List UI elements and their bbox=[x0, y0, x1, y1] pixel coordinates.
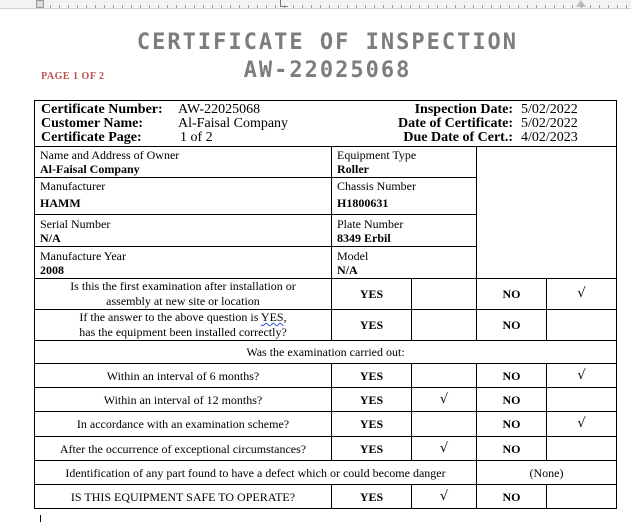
model-label: Model bbox=[337, 248, 369, 263]
date-of-certificate-value: 5/02/2022 bbox=[521, 116, 578, 131]
certificate-header-row bbox=[35, 101, 617, 147]
ruler-tick bbox=[257, 5, 258, 8]
ruler-tick bbox=[374, 5, 375, 8]
ruler-tick bbox=[455, 5, 456, 8]
yes-check-mark[interactable]: √ bbox=[412, 437, 477, 461]
date-of-certificate-label: Date of Certificate: bbox=[397, 116, 513, 131]
ruler-tick bbox=[428, 5, 429, 8]
equipment-type-value: Roller bbox=[337, 162, 369, 176]
certificate-page-label: Certificate Page: bbox=[41, 130, 142, 145]
manufacturer-value: HAMM bbox=[40, 196, 81, 210]
yes-check-mark[interactable]: √ bbox=[412, 485, 477, 509]
ruler-tick bbox=[572, 5, 573, 8]
examination-scheme-question: In accordance with an examination scheme? bbox=[35, 412, 332, 437]
plate-number-value: 8349 Erbil bbox=[337, 230, 391, 245]
defect-identification-value: (None) bbox=[477, 461, 617, 485]
defect-identification-label: Identification of any part found to have a defect which or could become danger bbox=[35, 461, 477, 485]
ruler-tick bbox=[230, 5, 231, 8]
yes-check-cell[interactable] bbox=[412, 364, 477, 388]
manufacture-year-label: Manufacture Year bbox=[40, 248, 126, 263]
certificate-number-title: AW-22025068 bbox=[243, 58, 412, 83]
ruler-tick bbox=[221, 5, 222, 8]
plate-number-label: Plate Number bbox=[337, 216, 404, 231]
yes-check-cell[interactable] bbox=[412, 279, 477, 310]
question-row-12-months bbox=[35, 388, 617, 412]
due-date-label: Due Date of Cert.: bbox=[403, 130, 513, 145]
yes-label: YES bbox=[332, 310, 412, 341]
ruler-tick bbox=[77, 5, 78, 8]
yes-label: YES bbox=[332, 485, 412, 509]
ruler-tick bbox=[239, 5, 240, 8]
ruler-tick bbox=[284, 5, 285, 8]
ruler-tick bbox=[590, 5, 591, 8]
serial-number-label: Serial Number bbox=[40, 216, 111, 231]
ruler-tick bbox=[59, 5, 60, 8]
defect-identification-row bbox=[35, 461, 617, 485]
no-label: NO bbox=[477, 364, 547, 388]
ruler-tick bbox=[365, 5, 366, 8]
ruler-tick bbox=[329, 5, 330, 8]
details-blank-cell bbox=[477, 147, 617, 279]
ruler-tick bbox=[437, 5, 438, 8]
no-label: NO bbox=[477, 437, 547, 461]
ruler-tick bbox=[203, 5, 204, 8]
ruler-tick bbox=[500, 5, 501, 8]
certificate-title: CERTIFICATE OF INSPECTION bbox=[136, 30, 519, 55]
installed-question-yes-word: YES bbox=[260, 310, 284, 324]
certificate-number-value: AW-22025068 bbox=[178, 102, 261, 117]
ruler-tick bbox=[536, 5, 537, 8]
ruler-tick bbox=[518, 5, 519, 8]
ruler-tick bbox=[275, 5, 276, 8]
ruler-tick bbox=[95, 5, 96, 8]
yes-label: YES bbox=[332, 412, 412, 437]
ruler-tick bbox=[563, 5, 564, 8]
question-row-6-months bbox=[35, 364, 617, 388]
ruler-tick bbox=[320, 5, 321, 8]
ruler-tick bbox=[392, 5, 393, 8]
ruler-tick bbox=[401, 5, 402, 8]
no-label: NO bbox=[477, 412, 547, 437]
no-check-mark[interactable]: √ bbox=[547, 412, 617, 437]
question-row-exceptional-circumstances bbox=[35, 437, 617, 461]
ruler-tick bbox=[122, 5, 123, 8]
ruler-tick bbox=[446, 5, 447, 8]
certificate-page-value: 1 of 2 bbox=[180, 130, 213, 145]
twelve-months-question: Within an interval of 12 months? bbox=[35, 388, 332, 412]
ruler-tick bbox=[356, 5, 357, 8]
ruler-tick bbox=[554, 5, 555, 8]
no-check-mark[interactable]: √ bbox=[547, 279, 617, 310]
ruler-tick bbox=[527, 5, 528, 8]
yes-label: YES bbox=[332, 437, 412, 461]
ruler-tick bbox=[545, 5, 546, 8]
ruler-tick bbox=[176, 5, 177, 8]
ruler-tick bbox=[113, 5, 114, 8]
customer-name-value: Al-Faisal Company bbox=[178, 116, 289, 131]
ruler-tick bbox=[167, 5, 168, 8]
yes-label: YES bbox=[332, 364, 412, 388]
page-indicator: PAGE 1 OF 2 bbox=[41, 71, 105, 82]
ruler-tick bbox=[266, 5, 267, 8]
question-row-examination-scheme bbox=[35, 412, 617, 437]
ruler-left-indent-marker[interactable] bbox=[36, 0, 44, 8]
no-check-cell[interactable] bbox=[547, 310, 617, 341]
ruler-tick bbox=[194, 5, 195, 8]
manufacture-year-value: 2008 bbox=[40, 262, 64, 277]
ruler-tick bbox=[509, 5, 510, 8]
manufacturer-label: Manufacturer bbox=[40, 179, 106, 193]
no-check-mark[interactable]: √ bbox=[547, 364, 617, 388]
no-label: NO bbox=[477, 388, 547, 412]
installed-question-line1-a: If the answer to the above question is bbox=[79, 310, 261, 324]
ruler-tick bbox=[617, 5, 618, 8]
no-label: NO bbox=[477, 279, 547, 310]
ruler-tick bbox=[419, 5, 420, 8]
ruler-tick bbox=[599, 5, 600, 8]
certificate-number-label: Certificate Number: bbox=[41, 102, 163, 117]
safe-to-operate-row bbox=[35, 485, 617, 509]
ruler-tick bbox=[626, 5, 627, 8]
yes-label: YES bbox=[332, 279, 412, 310]
ruler-tick bbox=[311, 5, 312, 8]
no-check-cell[interactable] bbox=[547, 485, 617, 509]
chassis-number-label: Chassis Number bbox=[337, 179, 416, 193]
ruler-tick bbox=[104, 5, 105, 8]
owner-row bbox=[35, 147, 617, 178]
ruler-tick bbox=[68, 5, 69, 8]
owner-value: Al-Faisal Company bbox=[40, 162, 140, 176]
question-row-installed-correctly bbox=[35, 310, 617, 341]
ruler-tick bbox=[86, 5, 87, 8]
page-margin-marker bbox=[40, 515, 41, 522]
exceptional-circumstances-question: After the occurrence of exceptional circumstances? bbox=[35, 437, 332, 461]
document-ruler[interactable] bbox=[0, 0, 631, 9]
customer-name-label: Customer Name: bbox=[41, 116, 143, 131]
equipment-type-label: Equipment Type bbox=[337, 148, 417, 162]
ruler-tick bbox=[212, 5, 213, 8]
model-value: N/A bbox=[337, 262, 358, 277]
ruler-tick bbox=[383, 5, 384, 8]
ruler-tick bbox=[131, 5, 132, 8]
yes-check-mark[interactable]: √ bbox=[412, 388, 477, 412]
yes-check-cell[interactable] bbox=[412, 310, 477, 341]
due-date-value: 4/02/2023 bbox=[521, 130, 578, 145]
ruler-tick bbox=[491, 5, 492, 8]
first-examination-question-line2: assembly at new site or location bbox=[106, 294, 260, 308]
ruler-tick bbox=[608, 5, 609, 8]
examination-heading: Was the examination carried out: bbox=[35, 341, 617, 364]
chassis-number-value: H1800631 bbox=[337, 196, 389, 210]
yes-check-cell[interactable] bbox=[412, 412, 477, 437]
no-check-cell[interactable] bbox=[547, 388, 617, 412]
first-examination-question-line1: Is this the first examination after installation or bbox=[70, 279, 296, 293]
ruler-tick bbox=[482, 5, 483, 8]
ruler-tick bbox=[140, 5, 141, 8]
ruler-tick bbox=[293, 5, 294, 8]
safe-to-operate-question: IS THIS EQUIPMENT SAFE TO OPERATE? bbox=[35, 485, 332, 509]
ruler-tick bbox=[473, 5, 474, 8]
ruler-tick bbox=[581, 5, 582, 8]
examination-heading-row bbox=[35, 341, 617, 364]
no-label: NO bbox=[477, 310, 547, 341]
ruler-tick bbox=[347, 5, 348, 8]
installed-question-line2: has the equipment been installed correctly? bbox=[79, 325, 287, 339]
yes-label: YES bbox=[332, 388, 412, 412]
ruler-tick bbox=[185, 5, 186, 8]
ruler-tick bbox=[464, 5, 465, 8]
six-months-question: Within an interval of 6 months? bbox=[35, 364, 332, 388]
ruler-tick bbox=[50, 5, 51, 8]
ruler-tick bbox=[410, 5, 411, 8]
certificate-table bbox=[34, 100, 617, 509]
question-row-first-examination bbox=[35, 279, 617, 310]
ruler-tick bbox=[302, 5, 303, 8]
no-check-cell[interactable] bbox=[547, 437, 617, 461]
installed-question-line1-c: , bbox=[283, 310, 287, 324]
ruler-tick bbox=[248, 5, 249, 8]
serial-number-value: N/A bbox=[40, 230, 61, 245]
owner-label: Name and Address of Owner bbox=[40, 148, 180, 162]
no-label: NO bbox=[477, 485, 547, 509]
ruler-tick bbox=[149, 5, 150, 8]
inspection-date-value: 5/02/2022 bbox=[521, 102, 578, 117]
ruler-tick bbox=[338, 5, 339, 8]
inspection-date-label: Inspection Date: bbox=[414, 102, 513, 117]
ruler-tick bbox=[158, 5, 159, 8]
